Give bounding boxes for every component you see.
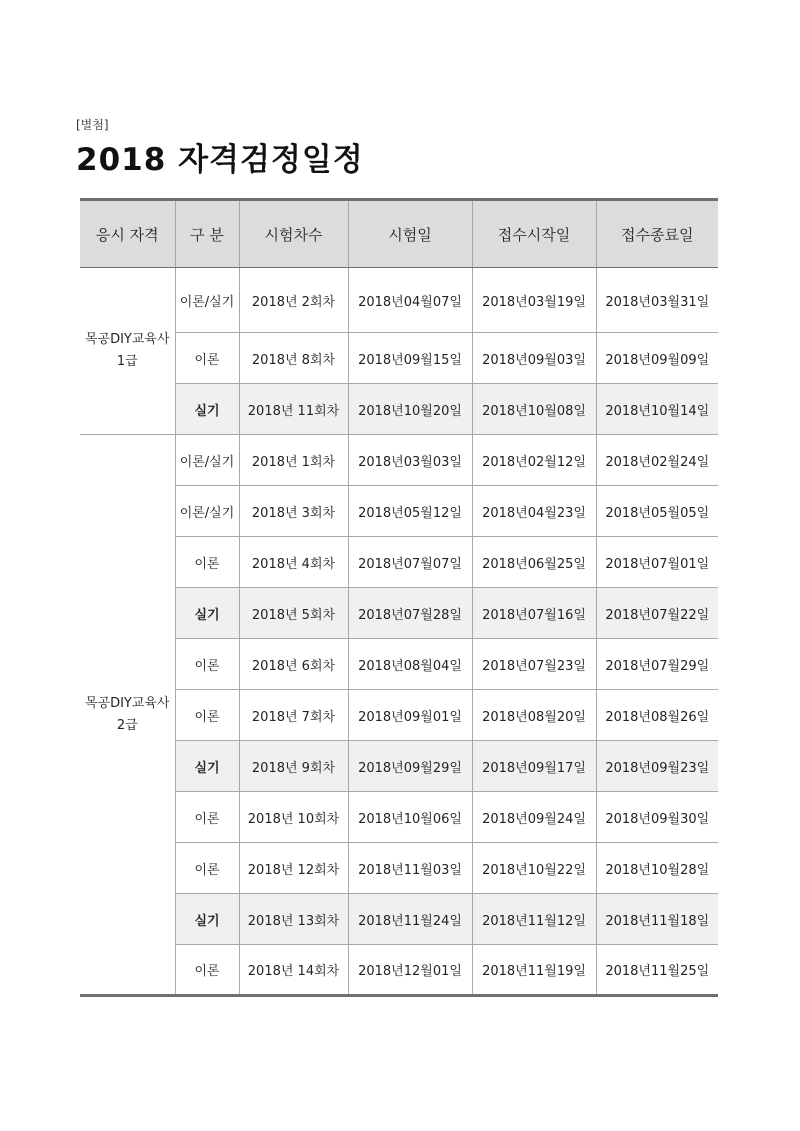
exam-date-cell: 2018년09월29일 [348,741,472,792]
category-cell: 이론 [175,639,239,690]
table-row [80,268,718,333]
exam-date-cell: 2018년11월03일 [348,843,472,894]
registration-start-cell: 2018년11월19일 [472,945,596,996]
category-cell: 이론/실기 [175,268,239,333]
exam-date-cell: 2018년04월07일 [348,268,472,333]
registration-end-cell: 2018년10월14일 [596,384,718,435]
table-row [80,945,718,996]
exam-date-cell: 2018년03월03일 [348,435,472,486]
registration-end-cell: 2018년11월18일 [596,894,718,945]
category-cell: 이론 [175,690,239,741]
registration-start-cell: 2018년09월24일 [472,792,596,843]
category-cell: 실기 [175,894,239,945]
table-row [80,690,718,741]
registration-end-cell: 2018년05월05일 [596,486,718,537]
category-cell: 이론 [175,537,239,588]
round-cell: 2018년 7회차 [239,690,348,741]
exam-schedule-table [80,198,718,997]
registration-start-cell: 2018년07월16일 [472,588,596,639]
column-header: 시험일 [348,200,472,268]
registration-start-cell: 2018년07월23일 [472,639,596,690]
round-cell: 2018년 1회차 [239,435,348,486]
category-cell: 이론/실기 [175,435,239,486]
table-row [80,384,718,435]
registration-end-cell: 2018년10월28일 [596,843,718,894]
registration-end-cell: 2018년07월01일 [596,537,718,588]
table-header-row [80,200,718,268]
table-row [80,333,718,384]
exam-date-cell: 2018년07월28일 [348,588,472,639]
registration-start-cell: 2018년09월17일 [472,741,596,792]
registration-end-cell: 2018년09월09일 [596,333,718,384]
category-cell: 실기 [175,384,239,435]
table-row [80,843,718,894]
page-title: 2018 자격검정일정 [76,142,364,178]
category-cell: 이론 [175,945,239,996]
exam-date-cell: 2018년11월24일 [348,894,472,945]
table-row [80,639,718,690]
registration-end-cell: 2018년07월29일 [596,639,718,690]
registration-start-cell: 2018년04월23일 [472,486,596,537]
column-header: 접수종료일 [596,200,718,268]
exam-date-cell: 2018년08월04일 [348,639,472,690]
round-cell: 2018년 2회차 [239,268,348,333]
column-header: 시험차수 [239,200,348,268]
registration-start-cell: 2018년06월25일 [472,537,596,588]
registration-end-cell: 2018년03월31일 [596,268,718,333]
round-cell: 2018년 11회차 [239,384,348,435]
registration-start-cell: 2018년10월08일 [472,384,596,435]
category-cell: 실기 [175,741,239,792]
column-header: 접수시작일 [472,200,596,268]
qualification-line: 목공DIY교육사 [84,332,170,347]
registration-end-cell: 2018년02월24일 [596,435,718,486]
registration-start-cell: 2018년02월12일 [472,435,596,486]
round-cell: 2018년 6회차 [239,639,348,690]
qualification-line: 1급 [116,354,138,369]
category-cell: 실기 [175,588,239,639]
registration-end-cell: 2018년09월23일 [596,741,718,792]
qualification-cell [80,268,175,435]
round-cell: 2018년 3회차 [239,486,348,537]
table-row [80,537,718,588]
round-cell: 2018년 5회차 [239,588,348,639]
round-cell: 2018년 9회차 [239,741,348,792]
registration-end-cell: 2018년11월25일 [596,945,718,996]
registration-end-cell: 2018년09월30일 [596,792,718,843]
registration-start-cell: 2018년08월20일 [472,690,596,741]
round-cell: 2018년 12회차 [239,843,348,894]
table-row [80,894,718,945]
exam-date-cell: 2018년12월01일 [348,945,472,996]
registration-end-cell: 2018년08월26일 [596,690,718,741]
qualification-line: 2급 [116,717,138,733]
round-cell: 2018년 4회차 [239,537,348,588]
category-cell: 이론 [175,792,239,843]
column-header: 응시 자격 [80,200,175,268]
exam-date-cell: 2018년10월20일 [348,384,472,435]
table-row [80,435,718,486]
column-header: 구 분 [175,200,239,268]
qualification-cell [80,435,175,996]
round-cell: 2018년 10회차 [239,792,348,843]
category-cell: 이론 [175,843,239,894]
table-row [80,588,718,639]
registration-start-cell: 2018년11월12일 [472,894,596,945]
category-cell: 이론 [175,333,239,384]
round-cell: 2018년 8회차 [239,333,348,384]
table-row [80,741,718,792]
table-body [80,268,718,996]
category-cell: 이론/실기 [175,486,239,537]
attachment-label: [별첨] [76,118,109,132]
round-cell: 2018년 13회차 [239,894,348,945]
registration-start-cell: 2018년03월19일 [472,268,596,333]
registration-end-cell: 2018년07월22일 [596,588,718,639]
exam-date-cell: 2018년07월07일 [348,537,472,588]
exam-date-cell: 2018년05월12일 [348,486,472,537]
table-row [80,792,718,843]
exam-date-cell: 2018년09월01일 [348,690,472,741]
exam-date-cell: 2018년10월06일 [348,792,472,843]
registration-start-cell: 2018년10월22일 [472,843,596,894]
exam-date-cell: 2018년09월15일 [348,333,472,384]
round-cell: 2018년 14회차 [239,945,348,996]
registration-start-cell: 2018년09월03일 [472,333,596,384]
qualification-line: 목공DIY교육사 [84,695,170,711]
table-row [80,486,718,537]
